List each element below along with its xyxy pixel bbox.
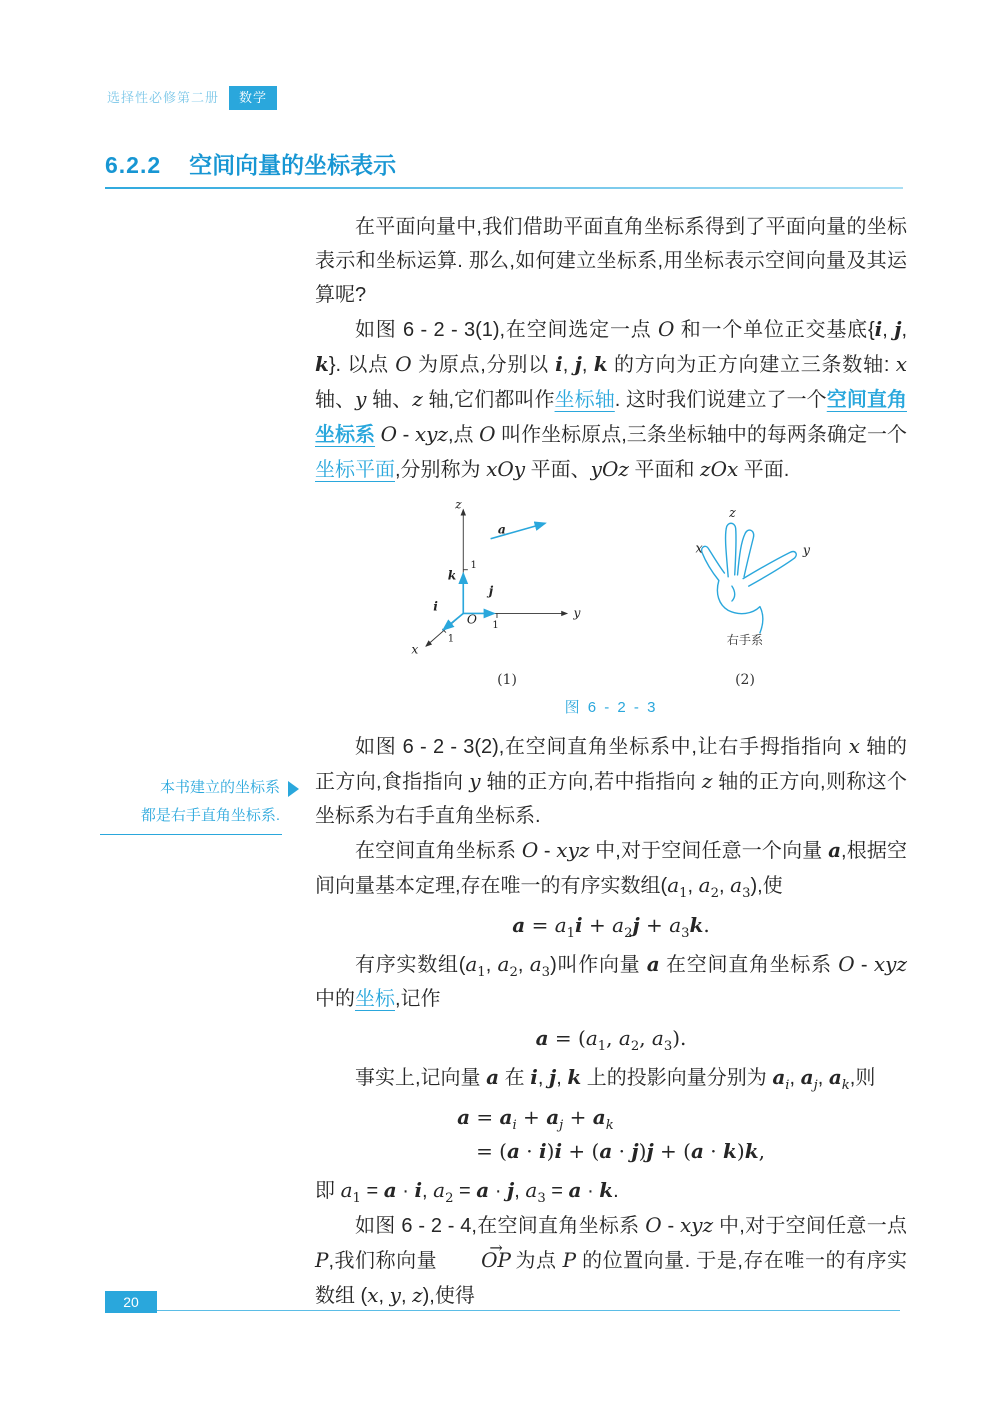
subfigure-2-label: (2) xyxy=(735,672,755,688)
formula-line-2: = (a · i)i + (a · j)j + (a · k)k, xyxy=(476,1139,765,1163)
hand-x-label: x xyxy=(695,540,703,556)
palm-outline xyxy=(717,581,762,633)
right-hand-diagram xyxy=(670,502,820,659)
paragraph-vector-decomposition: 在空间直角坐标系 O - xyz 中,对于空间任意一个向量 a,根据空间向量基本定理,存在唯一的有序实数组($a_1$, $a_2$, $a_3$),使 xyxy=(315,838,908,901)
formula-line-1: $a = a_i + a_j + a_k$ xyxy=(457,1105,614,1133)
right-hand-system-label: 右手系 xyxy=(726,633,764,648)
formula-projection-expansion xyxy=(315,1100,907,1168)
y-axis-label: y xyxy=(573,606,581,621)
margin-note-line-2: 都是右手直角坐标系. xyxy=(140,807,280,824)
z-unit-label: 1 xyxy=(470,559,477,571)
hand-y-label: y xyxy=(802,542,811,558)
vector-j-label: j xyxy=(488,583,494,599)
subfigure-1-label: (1) xyxy=(497,672,517,688)
origin-label: O xyxy=(466,612,478,627)
x-axis-label: x xyxy=(411,642,419,657)
thumb xyxy=(702,546,725,580)
vector-i-label: i xyxy=(433,598,438,614)
vector-a-label: a xyxy=(497,521,506,537)
x-unit-label: 1 xyxy=(447,633,455,645)
paragraph-position-vector: 如图 6 - 2 - 4,在空间直角坐标系 O - xyz 中,对于空间任意一点 P,我们称向量 → OP 为点 P 的位置向量. 于是,存在唯一的有序实数组 (x, y, z),使得 xyxy=(315,1208,907,1313)
section-title: 空间向量的坐标表示 xyxy=(189,152,397,178)
paragraph-intro: 在平面向量中,我们借助平面直角坐标系得到了平面向量的坐标表示和坐标运算. 那么,如何建立坐标系,用坐标表示空间向量及其运算呢? xyxy=(315,216,907,306)
y-unit-label: 1 xyxy=(492,620,499,632)
figure-axes xyxy=(402,495,612,689)
section-divider xyxy=(105,187,903,189)
pointing-finger xyxy=(743,552,796,586)
middle-finger xyxy=(726,523,737,577)
figure-right-hand xyxy=(670,502,820,689)
figure-6-2-3 xyxy=(315,495,907,689)
section-number: 6.2.2 xyxy=(105,152,162,178)
vector-i xyxy=(443,613,463,629)
subject-badge: 数学 xyxy=(229,86,277,110)
footer-rule xyxy=(105,1310,900,1311)
axes-diagram xyxy=(402,495,612,659)
page-number-badge: 20 xyxy=(105,1291,157,1313)
figure-caption: 图 6 - 2 - 3 xyxy=(564,699,658,716)
book-series-label: 选择性必修第二册 xyxy=(107,90,220,105)
z-axis-label: z xyxy=(455,497,462,512)
body-column xyxy=(315,210,907,1313)
vector-k-label: k xyxy=(447,567,457,583)
margin-note xyxy=(100,774,282,835)
curled-finger xyxy=(732,586,735,601)
paragraph-coordinate-system: 如图 6 - 2 - 3(1),在空间选定一点 O 和一个单位正交基底{i, j, k}. 以点 O 为原点,分别以 i, j, k 的方向为正方向建立三条数轴: x 轴、y 轴、z 轴,它们都叫作坐标轴. 这时我们说建立了一个空间直角坐标系 O - xyz,点 O 叫作坐标原点,三条坐标轴中的每两条确定一个坐标平面,分别称为 xOy 平面、yOz 平面和 zOx 平面. xyxy=(315,317,907,481)
paragraph-right-hand-rule: 如图 6 - 2 - 3(2),在空间直角坐标系中,让右手拇指指向 x 轴的正方向,食指指向 y 轴的正方向,若中指指向 z 轴的正方向,则称这个坐标系为右手直角坐标系. xyxy=(315,734,908,827)
paragraph-projection: 事实上,记向量 a 在 i, j, k 上的投影向量分别为 $a_i$, $a_j$, $a_k$,则 xyxy=(355,1065,876,1093)
formula-coordinate-notation: $a = (a_1$, $a_2$, $a_3$). xyxy=(535,1026,687,1054)
margin-note-pointer-icon xyxy=(288,781,299,797)
section-heading xyxy=(105,147,903,180)
formula-lines xyxy=(457,1100,765,1168)
index-finger xyxy=(738,530,754,577)
hand-z-label: z xyxy=(729,504,736,520)
paragraph-coordinates-definition: 有序实数组($a_1$, $a_2$, $a_3$)叫作向量 a 在空间直角坐标系 O - xyz 中的坐标,记作 xyxy=(315,952,907,1010)
formula-basis-decomposition: $a = a_1i + a_2j + a_3k$. xyxy=(512,913,710,941)
margin-note-text xyxy=(100,774,282,835)
margin-note-line-1: 本书建立的坐标系 xyxy=(159,779,280,796)
paragraph-dot-products: 即 $a_1 = a \cdot i$, $a_2 = a \cdot j$, $a_3 = a \cdot k$. xyxy=(315,1178,619,1206)
page-header xyxy=(105,86,277,110)
